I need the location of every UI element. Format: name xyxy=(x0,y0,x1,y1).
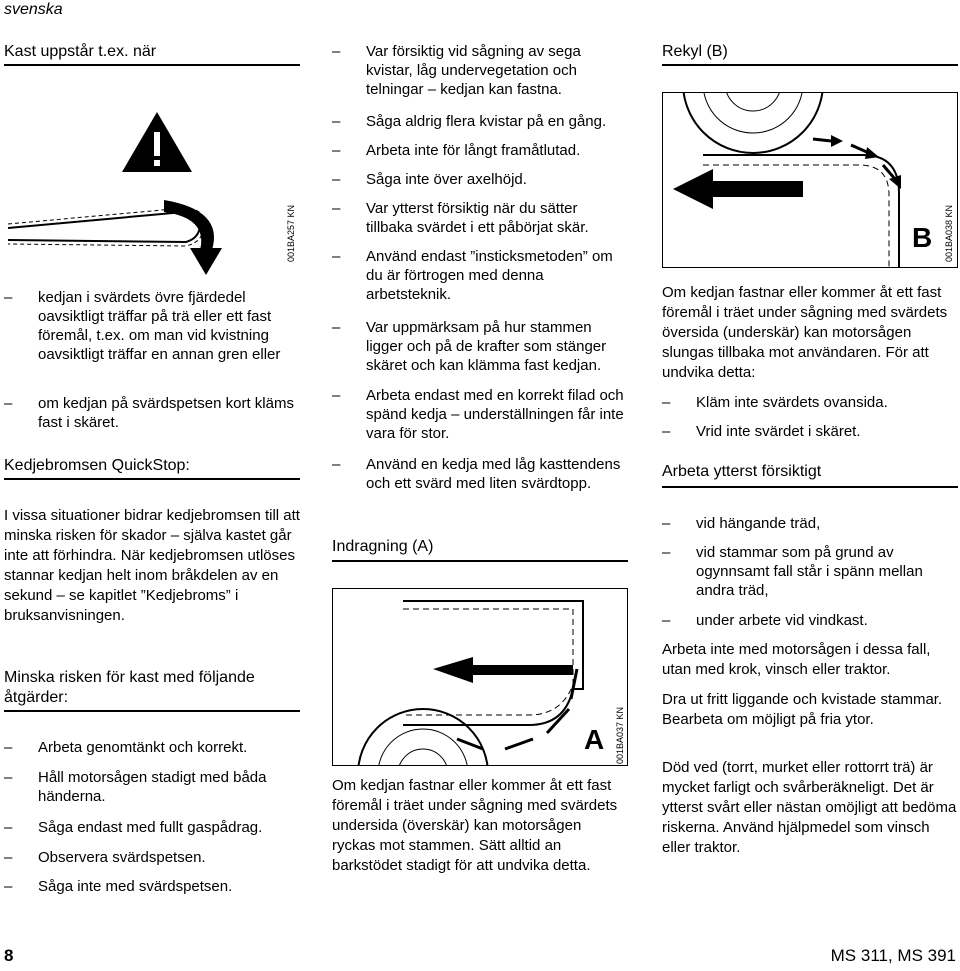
saw-bar-icon xyxy=(403,601,583,725)
fig-code-col1: 001BA257 KN xyxy=(286,204,296,262)
quickstop-text: I vissa situationer bidrar kedjebromsen till att minska risken för skador – själva kastet går inte att förhindra. När kedjebromsen utlöses stannar kedjan helt inom bråkdelen av en sekund – se kapitlet ”Kedjebroms” i bruksanvisningen. xyxy=(4,507,300,624)
col3-para-2: Dra ut fritt liggande och kvistade stammar. Bearbeta om möjligt på fria ytor. xyxy=(662,691,943,728)
kickback-illustration xyxy=(4,100,300,280)
quickstop-heading: Kedjebromsen QuickStop: xyxy=(4,457,190,474)
col3-para-1: Arbeta inte med motorsågen i dessa fall, utan med krok, vinsch eller traktor. xyxy=(662,641,931,678)
col2-item-1: – Var försiktig vid sågning av sega kvistar, låg undervegetation och telningar – kedjan kan fastna. xyxy=(332,42,628,99)
indrag-text: Om kedjan fastnar eller kommer åt ett fast föremål i träet under sågning med svärdets undersida (överskär) kan motorsågen ryckas mot stammen. Sätt alltid an barkstödet stadigt för att undvika detta. xyxy=(332,777,618,874)
kast-item-1: – kedjan i svärdets övre fjärdedel oavsiktligt träffar på trä eller ett fast föremål, t.ex. om man vid kvistning oavsiktligt träffar en annan gren eller xyxy=(4,288,300,364)
pull-arrow-icon xyxy=(433,657,573,683)
log-icon xyxy=(358,709,488,766)
col2-item-3: – Arbeta inte för långt framåtlutad. xyxy=(332,141,628,160)
kast-item-2: – om kedjan på svärdspetsen kort kläms fast i skäret. xyxy=(4,394,300,432)
language-label: svenska xyxy=(4,1,63,18)
ytterst-heading: Arbeta ytterst försiktigt xyxy=(662,463,822,480)
page-number: 8 xyxy=(4,946,14,965)
log-icon xyxy=(683,93,823,153)
col2-item-5: – Var ytterst försiktig när du sätter tillbaka svärdet i ett påbörjat skär. xyxy=(332,199,628,237)
indrag-rule xyxy=(332,560,628,562)
col2-item-7: – Var uppmärksam på hur stammen ligger och på de krafter som stänger skäret och kan klämma fast kedjan. xyxy=(332,318,628,375)
model-label: MS 311, MS 391 xyxy=(830,946,956,965)
risk-item-3: – Såga endast med fullt gaspådrag. xyxy=(4,818,300,837)
rekyl-heading: Rekyl (B) xyxy=(662,43,728,60)
col2-item-8: – Arbeta endast med en korrekt filad och spänd kedja – underställningen får inte vara för stor. xyxy=(332,386,628,443)
dash-bullet xyxy=(4,394,38,432)
quickstop-rule xyxy=(4,478,300,480)
kast-heading: Kast uppstår t.ex. när xyxy=(4,43,157,60)
risk-item-1: – Arbeta genomtänkt och korrekt. xyxy=(4,738,300,757)
dash-bullet xyxy=(4,288,38,364)
saw-bar-icon xyxy=(703,155,899,268)
rekyl-text: Om kedjan fastnar eller kommer åt ett fast föremål i träet under sågning med svärdets översida (underskär) kan motorsågen slungas tillbaka mot användaren. För att undvika detta: xyxy=(662,284,948,381)
ytterst-item-2: – vid stammar som på grund av ogynnsamt fall står i spänn mellan andra träd, xyxy=(662,543,958,600)
risk-item-5: – Såga inte med svärdspetsen. xyxy=(4,877,300,896)
col2-item-2: – Såga aldrig flera kvistar på en gång. xyxy=(332,112,628,131)
risk-heading: Minska risken för kast med följande åtgärder: xyxy=(4,669,255,706)
ytterst-item-3: – under arbete vid vindkast. xyxy=(662,611,958,630)
col2-item-6: – Använd endast ”insticksmetoden” om du är förtrogen med denna arbetsteknik. xyxy=(332,247,628,304)
figure-b-letter: B xyxy=(912,222,933,253)
fig-code-a: 001BA037 KN xyxy=(615,706,625,764)
risk-rule xyxy=(4,710,300,712)
risk-item-2: – Håll motorsågen stadigt med båda händerna. xyxy=(4,768,300,806)
kickback-figure xyxy=(4,100,300,280)
indrag-heading: Indragning (A) xyxy=(332,538,434,555)
fig-code-b: 001BA038 KN xyxy=(944,204,954,262)
rekyl-item-1: – Kläm inte svärdets ovansida. xyxy=(662,393,958,412)
push-arrow-icon xyxy=(673,169,803,209)
col2-item-4: – Såga inte över axelhöjd. xyxy=(332,170,628,189)
col2-item-9: – Använd en kedja med låg kasttendens och ett svärd med liten svärdtopp. xyxy=(332,455,628,493)
saw-chain-icon xyxy=(8,212,200,242)
col3-para-3: Död ved (torrt, murket eller rottorrt trä) är mycket farligt och svårberäkneligt. Det är ytterst svårt eller nästan omöjligt att bedöma riskerna. Använd hjälpmedel som vinsch eller traktor. xyxy=(662,759,957,856)
rekyl-item-2: – Vrid inte svärdet i skäret. xyxy=(662,422,958,441)
figure-a-letter: A xyxy=(584,724,605,755)
kast-heading-rule xyxy=(4,64,300,66)
risk-item-4: – Observera svärdspetsen. xyxy=(4,848,300,867)
ytterst-rule xyxy=(662,486,958,488)
rekyl-rule xyxy=(662,64,958,66)
ytterst-item-1: – vid hängande träd, xyxy=(662,514,958,533)
